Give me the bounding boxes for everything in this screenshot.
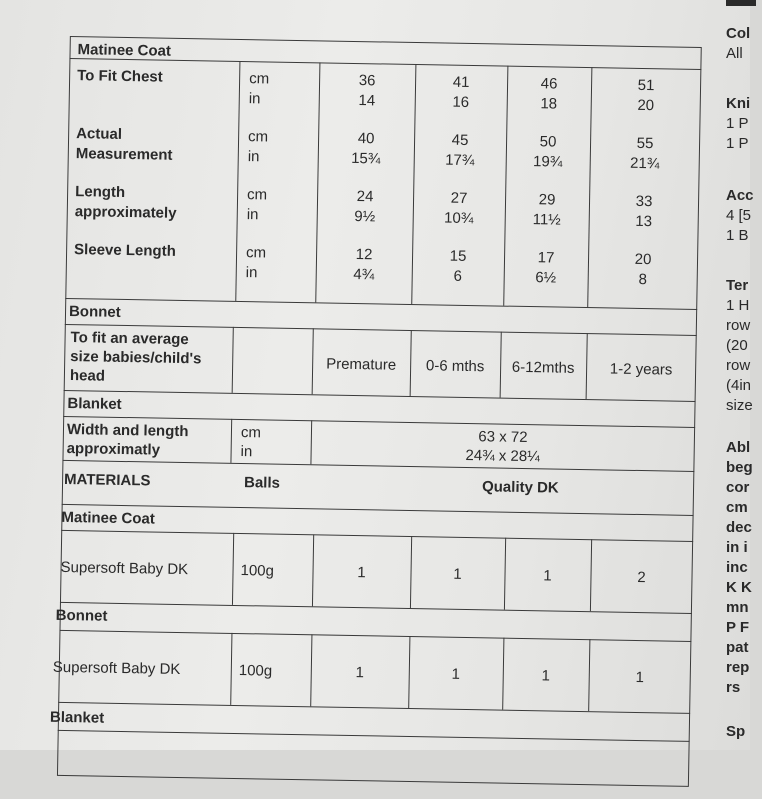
fragment-text: dec <box>726 519 752 536</box>
bonnet-title: Bonnet <box>68 303 121 321</box>
value-cell: 17¾ <box>444 151 475 170</box>
fragment-text: Kni <box>726 95 751 112</box>
value-cell: 36 <box>358 72 376 90</box>
matinee-title: Matinee Coat <box>77 41 172 60</box>
fragment-text: beg <box>726 459 753 476</box>
balls-header: Balls <box>243 474 281 492</box>
value-cell: 18 <box>540 95 558 113</box>
blanket-size-in: 24¾ x 28¼ <box>465 446 540 466</box>
size-cell: 6-12mths <box>511 358 575 377</box>
value-cell: 46 <box>540 75 558 93</box>
quality-header: Quality DK <box>481 478 559 497</box>
value-cell: 19¾ <box>532 153 563 171</box>
value-cell: 29 <box>538 191 556 209</box>
fragment-text: Abl <box>726 439 751 456</box>
unit-cm: cm <box>247 128 269 146</box>
materials-group-title: Bonnet <box>55 606 108 625</box>
value-cell: 12 <box>355 246 373 264</box>
value-cell: 41 <box>452 73 470 91</box>
unit-cm: cm <box>248 70 270 88</box>
fragment-text: inc <box>726 559 748 576</box>
ball-count: 1 <box>451 665 461 683</box>
yarn-weight: 100g <box>240 562 275 580</box>
yarn-name: Supersoft Baby DK <box>60 558 189 579</box>
value-cell: 13 <box>635 212 653 231</box>
fragment-text: (20 <box>726 337 748 354</box>
unit-in: in <box>247 148 260 166</box>
fragment-text: row <box>726 317 751 334</box>
value-cell: 50 <box>539 133 557 151</box>
fragment-text: in i <box>726 539 748 556</box>
unit-cm: cm <box>245 244 267 262</box>
row-label: approximately <box>74 203 177 222</box>
value-cell: 11½ <box>532 211 561 229</box>
row-label: Sleeve Length <box>73 241 176 260</box>
value-cell: 40 <box>357 130 375 148</box>
fragment-text: 1 P <box>726 115 749 132</box>
ball-count: 1 <box>355 664 365 682</box>
value-cell: 21¾ <box>629 154 660 173</box>
bonnet-label: To fit an average <box>70 329 189 349</box>
yarn-name: Supersoft Baby DK <box>52 658 181 679</box>
bonnet-label: size babies/child's <box>70 348 202 368</box>
fragment-text: rep <box>726 659 750 676</box>
value-cell: 33 <box>635 192 653 211</box>
value-cell: 20 <box>634 250 652 269</box>
value-cell: 15 <box>449 247 467 265</box>
fragment-text: Sp <box>726 723 746 740</box>
ball-count: 1 <box>543 567 552 585</box>
blanket-size-cm: 63 x 72 <box>478 428 528 447</box>
fragment-text: Ter <box>726 277 749 294</box>
value-cell: 10¾ <box>443 209 474 228</box>
fragment-text: cm <box>726 499 748 516</box>
fragment-text: row <box>726 357 751 374</box>
materials-group-title: Blanket <box>49 708 105 727</box>
fragment-text: 1 H <box>726 297 750 314</box>
fragment-text: 1 B <box>726 227 749 244</box>
fragment-text: size <box>726 397 753 414</box>
unit-in: in <box>246 206 259 224</box>
value-cell: 16 <box>452 93 470 111</box>
fragment-text: cor <box>726 479 750 496</box>
fragment-text: mn <box>726 599 749 616</box>
size-cell: Premature <box>326 355 397 374</box>
ball-count: 1 <box>357 564 366 582</box>
fragment-text: Col <box>726 25 751 42</box>
row-label: Measurement <box>75 145 173 164</box>
size-cell: 1-2 years <box>609 360 673 379</box>
value-cell: 6½ <box>535 269 557 287</box>
unit-in: in <box>240 443 253 461</box>
blanket-label: Width and length <box>66 421 189 441</box>
value-cell: 27 <box>450 189 468 207</box>
fragment-text: 1 P <box>726 135 749 152</box>
unit-cm: cm <box>246 186 268 204</box>
unit-in: in <box>248 90 261 108</box>
value-cell: 45 <box>451 131 469 149</box>
ball-count: 1 <box>635 668 645 687</box>
row-label: Actual <box>76 125 123 143</box>
fragment-text: K K <box>726 579 752 596</box>
value-cell: 8 <box>638 270 648 289</box>
fragment-text: (4in <box>726 377 752 394</box>
ball-count: 2 <box>637 568 646 587</box>
value-cell: 9½ <box>354 207 376 226</box>
yarn-weight: 100g <box>238 662 273 680</box>
sizes-table <box>49 28 710 799</box>
ball-count: 1 <box>541 667 551 685</box>
row-label: To Fit Chest <box>77 67 163 86</box>
materials-title: MATERIALS <box>63 470 151 490</box>
blanket-label: approximatly <box>66 440 161 459</box>
fragment-text: Acc <box>726 187 754 204</box>
value-cell: 55 <box>636 134 654 153</box>
fragment-text: pat <box>726 639 749 656</box>
value-cell: 4¾ <box>353 265 375 284</box>
fragment-text: All <box>726 45 743 62</box>
size-cell: 0-6 mths <box>425 357 485 376</box>
value-cell: 17 <box>537 249 555 267</box>
row-label: Length <box>74 183 126 201</box>
blanket-title: Blanket <box>67 395 122 413</box>
fragment-text: P F <box>726 619 750 636</box>
fragment-text: rs <box>726 679 741 696</box>
materials-group-title: Matinee Coat <box>61 508 155 528</box>
adjacent-column-fragment <box>722 0 762 750</box>
ball-count: 1 <box>453 565 462 583</box>
value-cell: 20 <box>637 96 655 115</box>
bonnet-label: head <box>69 367 106 385</box>
value-cell: 15¾ <box>351 149 381 168</box>
value-cell: 6 <box>453 267 463 285</box>
unit-cm: cm <box>240 424 262 442</box>
value-cell: 14 <box>358 92 376 110</box>
fragment-text: 4 [5 <box>726 207 752 224</box>
value-cell: 51 <box>637 76 655 95</box>
value-cell: 24 <box>356 188 374 206</box>
unit-in: in <box>245 264 258 282</box>
